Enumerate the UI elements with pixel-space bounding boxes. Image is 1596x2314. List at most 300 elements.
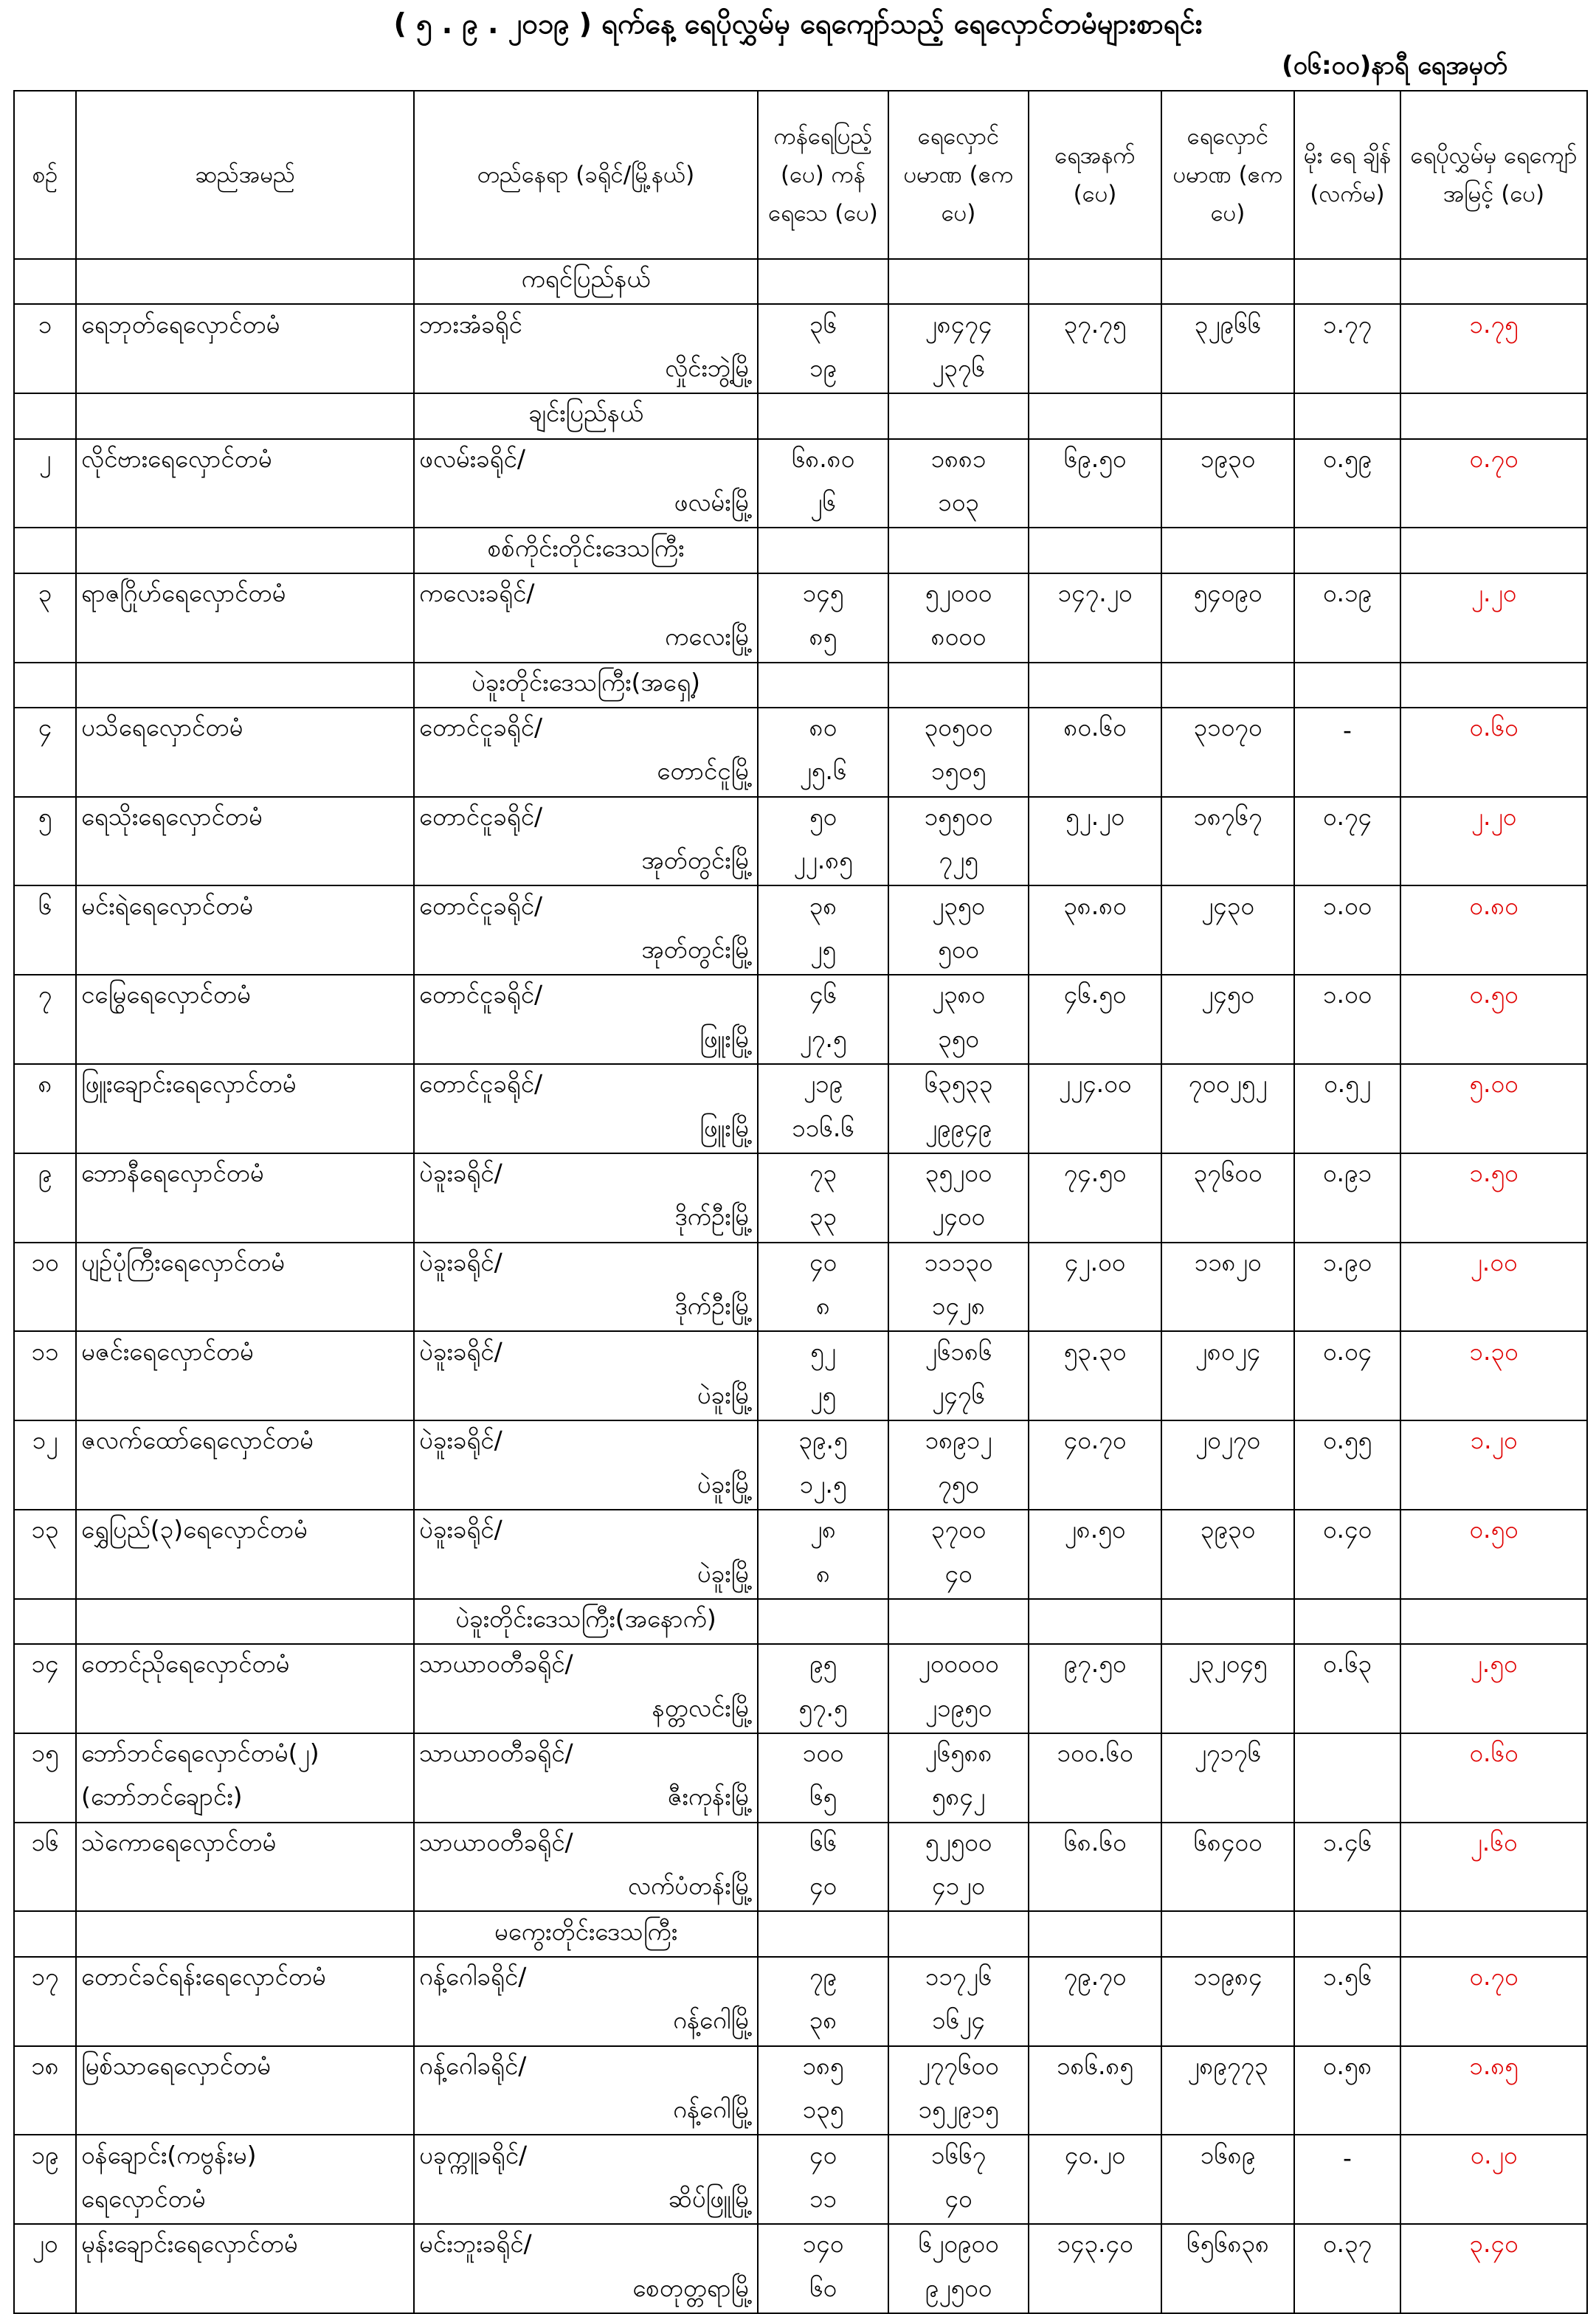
table-row: [14, 797, 1587, 841]
storage-volume: ၃၁၀၇၀: [1161, 708, 1294, 752]
empty-cell: [1400, 1465, 1587, 1510]
empty-cell: [1161, 663, 1294, 708]
full-level: ၂၈: [758, 1510, 888, 1554]
full-volume: ၂၈၄၇၄: [888, 304, 1029, 348]
empty-cell: [758, 663, 888, 708]
full-level: ၂၁၉: [758, 1064, 888, 1108]
empty-cell: [1161, 1778, 1294, 1822]
empty-cell: [14, 1867, 76, 1911]
empty-cell: [1294, 1867, 1400, 1911]
row-number: ၆: [14, 885, 76, 930]
empty-cell: [888, 663, 1029, 708]
storage-volume: ၆၈၄၀၀: [1161, 1823, 1294, 1867]
empty-cell: [1161, 1108, 1294, 1153]
overflow-height: ၁.၅၀: [1400, 1153, 1587, 1198]
empty-cell: [14, 1689, 76, 1733]
full-level: ၅၂: [758, 1331, 888, 1375]
empty-cell: [1294, 752, 1400, 796]
overflow-height: ၀.၅၀: [1400, 975, 1587, 1019]
empty-cell: [758, 1911, 888, 1956]
empty-cell: [14, 930, 76, 975]
row-number: ၁၇: [14, 1957, 76, 2001]
empty-cell: [1161, 1287, 1294, 1331]
township: ဒိုက်ဦးမြို့: [414, 1287, 758, 1331]
empty-cell: [888, 1599, 1029, 1644]
township: တောင်ငူမြို့: [414, 752, 758, 796]
empty-cell: [1400, 1689, 1587, 1733]
col-header-no: စဉ်: [14, 91, 76, 259]
overflow-height: ၀.၇၀: [1400, 439, 1587, 483]
empty-cell: [1294, 1465, 1400, 1510]
full-volume: ၃၇၀၀: [888, 1510, 1029, 1554]
empty-cell: [1029, 259, 1161, 304]
dam-name: မြစ်သာရေလှောင်တမံ: [76, 2046, 414, 2090]
table-row: [14, 1243, 1587, 1287]
overflow-height: ၀.၈၀: [1400, 885, 1587, 930]
dam-name: ငမြွေရေလှောင်တမံ: [76, 975, 414, 1019]
empty-cell: [1400, 2269, 1587, 2313]
storage-volume: ၁၁၈၂၀: [1161, 1243, 1294, 1287]
full-level: ၃၈: [758, 885, 888, 930]
full-level: ၃၉.၅: [758, 1420, 888, 1465]
empty-cell: [1400, 1911, 1587, 1956]
empty-cell: [14, 2090, 76, 2135]
row-number: ၇: [14, 975, 76, 1019]
col-header-level: ရေအနက် (ပေ): [1029, 91, 1161, 259]
district: ပဲခူးခရိုင်/: [414, 1153, 758, 1198]
dam-name: ဇလက်ထော်ရေလှောင်တမံ: [76, 1420, 414, 1465]
full-level: ၈၀: [758, 708, 888, 752]
dead-volume: ၂၄၀၀: [888, 1198, 1029, 1242]
dead-volume: ၂၉၉၄၉: [888, 1108, 1029, 1153]
table-row-continued: [14, 1376, 1587, 1420]
empty-cell: [76, 663, 414, 708]
dead-volume: ၁၆၂၄: [888, 2001, 1029, 2045]
full-level: ၉၅: [758, 1644, 888, 1688]
full-volume: ၆၂၀၉၀၀: [888, 2224, 1029, 2268]
row-number: ၁၃: [14, 1510, 76, 1554]
header-row: [14, 91, 1587, 259]
dam-name: တောင်ခင်ရန်းရေလှောင်တမံ: [76, 1957, 414, 2001]
empty-cell: [1400, 1867, 1587, 1911]
empty-cell: [1161, 1689, 1294, 1733]
storage-volume: ၁၁၉၈၄: [1161, 1957, 1294, 2001]
dam-name: မင်းရဲရေလှောင်တမံ: [76, 885, 414, 930]
row-number: ၁၆: [14, 1823, 76, 1867]
empty-cell: [1294, 1287, 1400, 1331]
dead-level: ၄၀: [758, 1867, 888, 1911]
empty-cell: [1161, 483, 1294, 528]
empty-cell: [758, 528, 888, 573]
dead-level: ၂၆: [758, 483, 888, 528]
full-volume: ၅၂၀၀၀: [888, 573, 1029, 618]
district: တောင်ငူခရိုင်/: [414, 708, 758, 752]
row-number: ၉: [14, 1153, 76, 1198]
water-level: ၅၃.၃၀: [1029, 1331, 1161, 1375]
empty-cell: [1294, 930, 1400, 975]
dam-name-line2: [76, 2001, 414, 2045]
empty-cell: [1029, 2269, 1161, 2313]
overflow-height: ၀.၂၀: [1400, 2135, 1587, 2179]
dam-name-line2: [76, 841, 414, 885]
district: ပဲခူးခရိုင်/: [414, 1331, 758, 1375]
empty-cell: [1029, 1554, 1161, 1598]
page-title: ( ၅ . ၉ . ၂၀၁၉ ) ရက်နေ့ ရေပိုလွှမ်မှ ရေကျော်သည့် ရေလှောင်တမံများစာရင်း: [393, 7, 1203, 40]
dead-level: ၁၂.၅: [758, 1465, 888, 1510]
full-volume: ၃၀၅၀၀: [888, 708, 1029, 752]
empty-cell: [1161, 1376, 1294, 1420]
empty-cell: [1029, 1778, 1161, 1822]
empty-cell: [1029, 1020, 1161, 1064]
water-level: ၄၆.၅၀: [1029, 975, 1161, 1019]
water-level: ၄၀.၇၀: [1029, 1420, 1161, 1465]
dead-volume: ၈၀၀၀: [888, 618, 1029, 662]
dead-volume: ၇၂၅: [888, 841, 1029, 885]
dam-name: သဲကောရေလှောင်တမံ: [76, 1823, 414, 1867]
dead-volume: ၂၃၇၆: [888, 349, 1029, 393]
empty-cell: [1400, 1108, 1587, 1153]
empty-cell: [888, 528, 1029, 573]
table-row-continued: [14, 1108, 1587, 1153]
full-volume: ၁၆၆၇: [888, 2135, 1029, 2179]
rainfall: -: [1294, 708, 1400, 752]
dam-name: ရေသိုးရေလှောင်တမံ: [76, 797, 414, 841]
empty-cell: [1029, 2180, 1161, 2224]
dead-level: ၁၁: [758, 2180, 888, 2224]
empty-cell: [1161, 841, 1294, 885]
rainfall: ၁.၇၇: [1294, 304, 1400, 348]
township: ဆိပ်ဖြူမြို့: [414, 2180, 758, 2224]
dead-level: ၃၃: [758, 1198, 888, 1242]
rainfall: ၁.၅၆: [1294, 1957, 1400, 2001]
empty-cell: [1400, 1778, 1587, 1822]
water-level: ၃၈.၈၀: [1029, 885, 1161, 930]
overflow-height: ၁.၂၀: [1400, 1420, 1587, 1465]
empty-cell: [76, 259, 414, 304]
township: အုတ်တွင်းမြို့: [414, 930, 758, 975]
full-volume: ၁၅၅၀၀: [888, 797, 1029, 841]
region-heading: ပဲခူးတိုင်းဒေသကြီး(အရှေ့): [414, 663, 758, 708]
township: ဂန့်ဂေါမြို့: [414, 2001, 758, 2045]
empty-cell: [1294, 259, 1400, 304]
empty-cell: [1161, 1867, 1294, 1911]
empty-cell: [1029, 663, 1161, 708]
table-row: [14, 304, 1587, 348]
region-heading: ကရင်ပြည်နယ်: [414, 259, 758, 304]
table-row: [14, 1153, 1587, 1198]
empty-cell: [14, 483, 76, 528]
empty-cell: [1294, 1020, 1400, 1064]
full-volume: ၂၆၁၈၆: [888, 1331, 1029, 1375]
full-level: ၄၀: [758, 2135, 888, 2179]
table-row: [14, 1644, 1587, 1688]
row-number: ၁၀: [14, 1243, 76, 1287]
district: မင်းဘူးခရိုင်/: [414, 2224, 758, 2268]
page-subtitle: (၀၆:၀၀)နာရီ ရေအမှတ်: [1282, 51, 1507, 80]
table-row-continued: [14, 2180, 1587, 2224]
row-number: ၂: [14, 439, 76, 483]
full-level: ၃၆: [758, 304, 888, 348]
dead-volume: ၁၄၂၈: [888, 1287, 1029, 1331]
overflow-height: ၂.၀၀: [1400, 1243, 1587, 1287]
table-row-continued: [14, 483, 1587, 528]
district: ဂန့်ဂေါခရိုင်/: [414, 1957, 758, 2001]
township: ဖလမ်းမြို့: [414, 483, 758, 528]
dam-name: လိုင်ဗားရေလှောင်တမံ: [76, 439, 414, 483]
dam-name-line2: (ဘော်ဘင်ချောင်း): [76, 1778, 414, 1822]
full-level: ၄၀: [758, 1243, 888, 1287]
empty-cell: [1400, 259, 1587, 304]
dam-name: ပသိရေလှောင်တမံ: [76, 708, 414, 752]
water-level: ၂၂၄.၀၀: [1029, 1064, 1161, 1108]
rainfall: ၁.၀၀: [1294, 885, 1400, 930]
empty-cell: [14, 1911, 76, 1956]
empty-cell: [14, 1465, 76, 1510]
table-row-continued: [14, 2001, 1587, 2045]
empty-cell: [1161, 2090, 1294, 2135]
empty-cell: [14, 349, 76, 393]
storage-volume: ၁၆၈၉: [1161, 2135, 1294, 2179]
rainfall: ၀.၆၃: [1294, 1644, 1400, 1688]
overflow-height: ၅.၀၀: [1400, 1064, 1587, 1108]
empty-cell: [1400, 2090, 1587, 2135]
dead-volume: ၁၅၀၅: [888, 752, 1029, 796]
empty-cell: [14, 259, 76, 304]
table-row: [14, 573, 1587, 618]
empty-cell: [1294, 841, 1400, 885]
empty-cell: [1161, 930, 1294, 975]
dam-name: မုန်းချောင်းရေလှောင်တမံ: [76, 2224, 414, 2268]
water-level: ၁၀၀.၆၀: [1029, 1733, 1161, 1778]
empty-cell: [1029, 2001, 1161, 2045]
empty-cell: [14, 2269, 76, 2313]
empty-cell: [76, 528, 414, 573]
dead-volume: ၉၂၅၀၀: [888, 2269, 1029, 2313]
overflow-height: ၃.၄၀: [1400, 2224, 1587, 2268]
empty-cell: [1161, 2180, 1294, 2224]
empty-cell: [14, 393, 76, 438]
table-row-continued: [14, 1554, 1587, 1598]
dead-level: ၁၉: [758, 349, 888, 393]
storage-volume: ၂၈၉၇၇၃: [1161, 2046, 1294, 2090]
overflow-height: ၁.၈၅: [1400, 2046, 1587, 2090]
full-level: ၅၀: [758, 797, 888, 841]
township: ပဲခူးမြို့: [414, 1376, 758, 1420]
township: ဒိုက်ဦးမြို့: [414, 1198, 758, 1242]
township: ဂန့်ဂေါမြို့: [414, 2090, 758, 2135]
dam-name-line2: [76, 618, 414, 662]
district: ဂန့်ဂေါခရိုင်/: [414, 2046, 758, 2090]
empty-cell: [1294, 1376, 1400, 1420]
empty-cell: [1400, 663, 1587, 708]
empty-cell: [76, 1911, 414, 1956]
dam-name-line2: [76, 1287, 414, 1331]
row-number: ၁: [14, 304, 76, 348]
empty-cell: [1161, 2269, 1294, 2313]
empty-cell: [1294, 528, 1400, 573]
empty-cell: [14, 2001, 76, 2045]
empty-cell: [1029, 393, 1161, 438]
district: သာယာဝတီခရိုင်/: [414, 1644, 758, 1688]
dead-volume: ၅၀၀: [888, 930, 1029, 975]
township: ပဲခူးမြို့: [414, 1465, 758, 1510]
empty-cell: [1029, 1376, 1161, 1420]
table-row: [14, 1957, 1587, 2001]
full-level: ၁၈၅: [758, 2046, 888, 2090]
full-level: ၁၀၀: [758, 1733, 888, 1778]
region-heading: ပဲခူးတိုင်းဒေသကြီး(အနောက်): [414, 1599, 758, 1644]
district: ပဲခူးခရိုင်/: [414, 1420, 758, 1465]
dam-name-line2: [76, 1020, 414, 1064]
empty-cell: [1294, 2001, 1400, 2045]
overflow-height: ၁.၃၀: [1400, 1331, 1587, 1375]
district: တောင်ငူခရိုင်/: [414, 1064, 758, 1108]
col-header-location: တည်နေရာ (ခရိုင်/မြို့နယ်): [414, 91, 758, 259]
region-row: [14, 1911, 1587, 1956]
dead-level: ၁၁၆.၆: [758, 1108, 888, 1153]
empty-cell: [1029, 1465, 1161, 1510]
empty-cell: [1400, 528, 1587, 573]
dam-table: [13, 90, 1588, 2314]
overflow-height: ၀.၇၀: [1400, 1957, 1587, 2001]
empty-cell: [1161, 349, 1294, 393]
full-volume: ၁၁၁၃၀: [888, 1243, 1029, 1287]
district: ပဲခူးခရိုင်/: [414, 1510, 758, 1554]
rainfall: ၀.၅၈: [1294, 2046, 1400, 2090]
row-number: ၁၈: [14, 2046, 76, 2090]
township: လှိုင်းဘွဲ့မြို့: [414, 349, 758, 393]
dam-name: တောင်ညိုရေလှောင်တမံ: [76, 1644, 414, 1688]
empty-cell: [1161, 1020, 1294, 1064]
table-row: [14, 1064, 1587, 1108]
district: တောင်ငူခရိုင်/: [414, 885, 758, 930]
rainfall: -: [1294, 2135, 1400, 2179]
water-level: ၉၇.၅၀: [1029, 1644, 1161, 1688]
empty-cell: [1294, 2269, 1400, 2313]
empty-cell: [1294, 1599, 1400, 1644]
dam-name-line2: [76, 1554, 414, 1598]
dead-volume: ၅၈၄၂: [888, 1778, 1029, 1822]
empty-cell: [1029, 618, 1161, 662]
region-row: [14, 528, 1587, 573]
water-level: ၁၄၇.၂၀: [1029, 573, 1161, 618]
full-volume: ၅၂၅၀၀: [888, 1823, 1029, 1867]
rainfall: [1294, 1733, 1400, 1778]
table-row-continued: [14, 2090, 1587, 2135]
table-row-continued: [14, 618, 1587, 662]
empty-cell: [1400, 483, 1587, 528]
rainfall: ၀.၃၇: [1294, 2224, 1400, 2268]
row-number: ၁၂: [14, 1420, 76, 1465]
full-level: ၆၆: [758, 1823, 888, 1867]
empty-cell: [888, 259, 1029, 304]
empty-cell: [1029, 930, 1161, 975]
full-volume: ၂၃၅၀: [888, 885, 1029, 930]
row-number: ၁၅: [14, 1733, 76, 1778]
empty-cell: [758, 1599, 888, 1644]
full-volume: ၁၈၈၁: [888, 439, 1029, 483]
table-row-continued: [14, 1198, 1587, 1242]
dam-name: ဘောနီရေလှောင်တမံ: [76, 1153, 414, 1198]
empty-cell: [1161, 1198, 1294, 1242]
empty-cell: [14, 1778, 76, 1822]
full-volume: ၂၀၀၀၀၀: [888, 1644, 1029, 1688]
table-row-continued: [14, 1020, 1587, 1064]
table-row: [14, 885, 1587, 930]
empty-cell: [1029, 1689, 1161, 1733]
dam-name: ဝန်ချောင်း(ကဗွန်းမ): [76, 2135, 414, 2179]
empty-cell: [1400, 1554, 1587, 1598]
empty-cell: [1161, 393, 1294, 438]
table-row: [14, 439, 1587, 483]
empty-cell: [1029, 483, 1161, 528]
empty-cell: [758, 393, 888, 438]
empty-cell: [1294, 1911, 1400, 1956]
dam-name: ရေဘုတ်ရေလှောင်တမံ: [76, 304, 414, 348]
township: ဖြူးမြို့: [414, 1108, 758, 1153]
storage-volume: ၂၄၃၀: [1161, 885, 1294, 930]
full-volume: ၃၅၂၀၀: [888, 1153, 1029, 1198]
rainfall: ၀.၄၀: [1294, 1510, 1400, 1554]
empty-cell: [888, 393, 1029, 438]
dead-level: ၅၇.၅: [758, 1689, 888, 1733]
township: ဖြူးမြို့: [414, 1020, 758, 1064]
water-level: ၆၉.၅၀: [1029, 439, 1161, 483]
empty-cell: [1294, 1778, 1400, 1822]
empty-cell: [1029, 2090, 1161, 2135]
empty-cell: [1294, 2180, 1400, 2224]
dam-name-line2: [76, 752, 414, 796]
empty-cell: [1294, 1108, 1400, 1153]
overflow-height: ၀.၆၀: [1400, 1733, 1587, 1778]
storage-volume: ၃၂၉၆၆: [1161, 304, 1294, 348]
empty-cell: [14, 1108, 76, 1153]
empty-cell: [14, 663, 76, 708]
water-level: ၂၈.၅၀: [1029, 1510, 1161, 1554]
empty-cell: [1161, 2001, 1294, 2045]
rainfall: ၀.၁၉: [1294, 573, 1400, 618]
row-number: ၁၄: [14, 1644, 76, 1688]
table-row: [14, 708, 1587, 752]
storage-volume: ၂၇၁၇၆: [1161, 1733, 1294, 1778]
table-row: [14, 1733, 1587, 1778]
storage-volume: ၆၅၆၈၃၈: [1161, 2224, 1294, 2268]
rainfall: ၀.၇၄: [1294, 797, 1400, 841]
dam-name: ရွှေပြည်(၃)ရေလှောင်တမံ: [76, 1510, 414, 1554]
empty-cell: [1400, 930, 1587, 975]
township: ဇီးကုန်းမြို့: [414, 1778, 758, 1822]
dead-volume: ၁၀၃: [888, 483, 1029, 528]
dead-level: ၆၅: [758, 1778, 888, 1822]
overflow-height: ၁.၇၅: [1400, 304, 1587, 348]
empty-cell: [76, 393, 414, 438]
empty-cell: [1294, 393, 1400, 438]
rainfall: ၁.၄၆: [1294, 1823, 1400, 1867]
empty-cell: [1161, 1599, 1294, 1644]
empty-cell: [76, 1599, 414, 1644]
rainfall: ၀.၉၁: [1294, 1153, 1400, 1198]
table-row: [14, 2135, 1587, 2179]
table-row-continued: [14, 1778, 1587, 1822]
empty-cell: [1161, 528, 1294, 573]
empty-cell: [14, 1198, 76, 1242]
water-level: ၇၄.၅၀: [1029, 1153, 1161, 1198]
table-row-continued: [14, 841, 1587, 885]
empty-cell: [1294, 618, 1400, 662]
empty-cell: [1400, 349, 1587, 393]
overflow-height: ၀.၆၀: [1400, 708, 1587, 752]
district: ပဲခူးခရိုင်/: [414, 1243, 758, 1287]
